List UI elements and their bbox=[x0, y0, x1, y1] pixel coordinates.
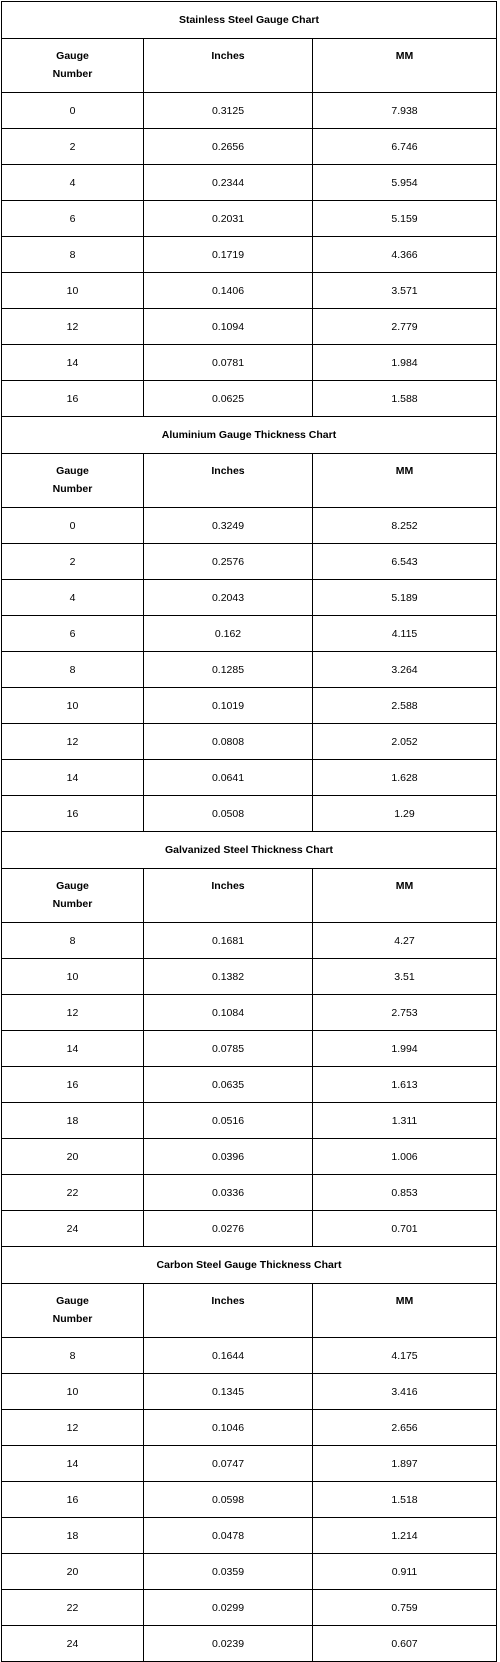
gauge-cell: 16 bbox=[2, 796, 144, 832]
mm-cell: 1.613 bbox=[313, 1067, 497, 1103]
mm-cell: 1.984 bbox=[313, 345, 497, 381]
gauge-cell: 20 bbox=[2, 1554, 144, 1590]
inches-cell: 0.0747 bbox=[144, 1446, 313, 1482]
mm-cell: 2.656 bbox=[313, 1410, 497, 1446]
mm-cell: 6.746 bbox=[313, 129, 497, 165]
inches-cell: 0.1406 bbox=[144, 273, 313, 309]
inches-cell: 0.1681 bbox=[144, 923, 313, 959]
table-row bbox=[2, 1211, 497, 1247]
gauge-cell: 6 bbox=[2, 616, 144, 652]
inches-cell: 0.0359 bbox=[144, 1554, 313, 1590]
gauge-cell: 24 bbox=[2, 1626, 144, 1662]
mm-cell: 1.518 bbox=[313, 1482, 497, 1518]
inches-cell: 0.1084 bbox=[144, 995, 313, 1031]
inches-cell: 0.2344 bbox=[144, 165, 313, 201]
inches-cell: 0.1046 bbox=[144, 1410, 313, 1446]
gauge-cell: 12 bbox=[2, 309, 144, 345]
mm-cell: 1.588 bbox=[313, 381, 497, 417]
gauge-cell: 22 bbox=[2, 1590, 144, 1626]
table-row bbox=[2, 1446, 497, 1482]
aluminium-gauge-table bbox=[1, 416, 497, 832]
mm-header-text: MM bbox=[395, 465, 414, 477]
mm-cell: 0.911 bbox=[313, 1554, 497, 1590]
gauge-cell: 8 bbox=[2, 1338, 144, 1374]
mm-cell: 4.115 bbox=[313, 616, 497, 652]
inches-cell: 0.2576 bbox=[144, 544, 313, 580]
inches-cell: 0.0239 bbox=[144, 1626, 313, 1662]
mm-cell: 5.189 bbox=[313, 580, 497, 616]
inches-cell: 0.0808 bbox=[144, 724, 313, 760]
inches-cell: 0.0299 bbox=[144, 1590, 313, 1626]
gauge-cell: 0 bbox=[2, 93, 144, 129]
table-row bbox=[2, 1518, 497, 1554]
inches-header bbox=[144, 869, 313, 923]
table-row bbox=[2, 1626, 497, 1662]
table-row bbox=[2, 688, 497, 724]
gauge-number-header bbox=[2, 454, 144, 508]
inches-header-text: Inches bbox=[211, 1295, 245, 1307]
gauge-cell: 14 bbox=[2, 760, 144, 796]
gauge-cell: 4 bbox=[2, 165, 144, 201]
mm-cell: 2.052 bbox=[313, 724, 497, 760]
mm-header bbox=[313, 39, 497, 93]
table-row bbox=[2, 580, 497, 616]
inches-cell: 0.0516 bbox=[144, 1103, 313, 1139]
mm-cell: 1.994 bbox=[313, 1031, 497, 1067]
inches-cell: 0.162 bbox=[144, 616, 313, 652]
inches-cell: 0.2031 bbox=[144, 201, 313, 237]
inches-cell: 0.1719 bbox=[144, 237, 313, 273]
gauge-cell: 16 bbox=[2, 381, 144, 417]
table-row bbox=[2, 1139, 497, 1175]
gauge-cell: 4 bbox=[2, 580, 144, 616]
gauge-cell: 10 bbox=[2, 688, 144, 724]
mm-cell: 3.264 bbox=[313, 652, 497, 688]
mm-cell: 5.954 bbox=[313, 165, 497, 201]
table-row bbox=[2, 544, 497, 580]
inches-cell: 0.0276 bbox=[144, 1211, 313, 1247]
mm-header-text: MM bbox=[395, 50, 414, 62]
table-row bbox=[2, 273, 497, 309]
table-row bbox=[2, 508, 497, 544]
table-row bbox=[2, 237, 497, 273]
gauge-cell: 18 bbox=[2, 1103, 144, 1139]
gauge-cell: 18 bbox=[2, 1518, 144, 1554]
gauge-number-header-text: Gauge Number bbox=[52, 880, 93, 910]
table-row bbox=[2, 1590, 497, 1626]
table-row bbox=[2, 616, 497, 652]
inches-cell: 0.3249 bbox=[144, 508, 313, 544]
mm-cell: 0.853 bbox=[313, 1175, 497, 1211]
mm-header-text: MM bbox=[395, 880, 414, 892]
table-row bbox=[2, 995, 497, 1031]
mm-cell: 2.753 bbox=[313, 995, 497, 1031]
table-header-row bbox=[2, 454, 497, 508]
table-row bbox=[2, 129, 497, 165]
inches-cell: 0.0396 bbox=[144, 1139, 313, 1175]
table-row bbox=[2, 93, 497, 129]
table-title: Galvanized Steel Thickness Chart bbox=[2, 832, 497, 869]
inches-cell: 0.1285 bbox=[144, 652, 313, 688]
mm-header bbox=[313, 1284, 497, 1338]
galvanized-steel-gauge-table bbox=[1, 831, 497, 1247]
mm-cell: 1.214 bbox=[313, 1518, 497, 1554]
table-row bbox=[2, 201, 497, 237]
table-row bbox=[2, 796, 497, 832]
gauge-number-header bbox=[2, 39, 144, 93]
gauge-cell: 8 bbox=[2, 237, 144, 273]
table-title: Stainless Steel Gauge Chart bbox=[2, 2, 497, 39]
table-row bbox=[2, 923, 497, 959]
mm-cell: 2.779 bbox=[313, 309, 497, 345]
inches-cell: 0.0336 bbox=[144, 1175, 313, 1211]
mm-cell: 3.416 bbox=[313, 1374, 497, 1410]
table-title-row bbox=[2, 832, 497, 869]
table-header-row bbox=[2, 1284, 497, 1338]
inches-cell: 0.0508 bbox=[144, 796, 313, 832]
table-row bbox=[2, 652, 497, 688]
table-title-row bbox=[2, 1247, 497, 1284]
table-header-row bbox=[2, 39, 497, 93]
table-title: Aluminium Gauge Thickness Chart bbox=[2, 417, 497, 454]
inches-cell: 0.1094 bbox=[144, 309, 313, 345]
inches-cell: 0.3125 bbox=[144, 93, 313, 129]
inches-header bbox=[144, 39, 313, 93]
inches-cell: 0.0781 bbox=[144, 345, 313, 381]
mm-cell: 0.607 bbox=[313, 1626, 497, 1662]
mm-cell: 7.938 bbox=[313, 93, 497, 129]
mm-cell: 6.543 bbox=[313, 544, 497, 580]
gauge-cell: 20 bbox=[2, 1139, 144, 1175]
table-row bbox=[2, 1175, 497, 1211]
table-row bbox=[2, 1410, 497, 1446]
table-row bbox=[2, 959, 497, 995]
mm-cell: 1.006 bbox=[313, 1139, 497, 1175]
carbon-steel-gauge-table bbox=[1, 1246, 497, 1662]
table-title-row bbox=[2, 417, 497, 454]
mm-header-text: MM bbox=[395, 1295, 414, 1307]
gauge-number-header bbox=[2, 1284, 144, 1338]
table-row bbox=[2, 165, 497, 201]
table-row bbox=[2, 345, 497, 381]
table-row bbox=[2, 760, 497, 796]
mm-header bbox=[313, 454, 497, 508]
inches-cell: 0.1644 bbox=[144, 1338, 313, 1374]
gauge-cell: 6 bbox=[2, 201, 144, 237]
gauge-cell: 14 bbox=[2, 1031, 144, 1067]
table-row bbox=[2, 1103, 497, 1139]
gauge-cell: 10 bbox=[2, 273, 144, 309]
mm-cell: 0.759 bbox=[313, 1590, 497, 1626]
gauge-cell: 8 bbox=[2, 923, 144, 959]
table-row bbox=[2, 1374, 497, 1410]
inches-header-text: Inches bbox=[211, 465, 245, 477]
gauge-cell: 2 bbox=[2, 129, 144, 165]
mm-cell: 4.366 bbox=[313, 237, 497, 273]
mm-cell: 1.29 bbox=[313, 796, 497, 832]
table-row bbox=[2, 724, 497, 760]
gauge-cell: 22 bbox=[2, 1175, 144, 1211]
gauge-cell: 0 bbox=[2, 508, 144, 544]
inches-cell: 0.2656 bbox=[144, 129, 313, 165]
mm-cell: 3.571 bbox=[313, 273, 497, 309]
mm-header bbox=[313, 869, 497, 923]
gauge-cell: 24 bbox=[2, 1211, 144, 1247]
gauge-cell: 10 bbox=[2, 959, 144, 995]
inches-cell: 0.2043 bbox=[144, 580, 313, 616]
table-title: Carbon Steel Gauge Thickness Chart bbox=[2, 1247, 497, 1284]
gauge-cell: 12 bbox=[2, 995, 144, 1031]
mm-cell: 8.252 bbox=[313, 508, 497, 544]
inches-cell: 0.0598 bbox=[144, 1482, 313, 1518]
gauge-number-header-text: Gauge Number bbox=[52, 50, 93, 80]
table-row bbox=[2, 309, 497, 345]
mm-cell: 2.588 bbox=[313, 688, 497, 724]
mm-cell: 1.897 bbox=[313, 1446, 497, 1482]
inches-header-text: Inches bbox=[211, 880, 245, 892]
mm-cell: 0.701 bbox=[313, 1211, 497, 1247]
gauge-number-header bbox=[2, 869, 144, 923]
inches-cell: 0.0635 bbox=[144, 1067, 313, 1103]
inches-cell: 0.0478 bbox=[144, 1518, 313, 1554]
inches-cell: 0.0641 bbox=[144, 760, 313, 796]
stainless-steel-gauge-table bbox=[1, 1, 497, 417]
mm-cell: 5.159 bbox=[313, 201, 497, 237]
table-header-row bbox=[2, 869, 497, 923]
table-row bbox=[2, 1031, 497, 1067]
table-row bbox=[2, 1338, 497, 1374]
gauge-number-header-text: Gauge Number bbox=[52, 1295, 93, 1325]
gauge-number-header-text: Gauge Number bbox=[52, 465, 93, 495]
table-row bbox=[2, 1554, 497, 1590]
gauge-cell: 16 bbox=[2, 1482, 144, 1518]
mm-cell: 3.51 bbox=[313, 959, 497, 995]
gauge-cell: 2 bbox=[2, 544, 144, 580]
inches-cell: 0.0785 bbox=[144, 1031, 313, 1067]
gauge-cell: 16 bbox=[2, 1067, 144, 1103]
gauge-cell: 14 bbox=[2, 1446, 144, 1482]
mm-cell: 4.175 bbox=[313, 1338, 497, 1374]
table-row bbox=[2, 381, 497, 417]
inches-header-text: Inches bbox=[211, 50, 245, 62]
inches-header bbox=[144, 1284, 313, 1338]
table-row bbox=[2, 1482, 497, 1518]
table-title-row bbox=[2, 2, 497, 39]
mm-cell: 1.628 bbox=[313, 760, 497, 796]
inches-header bbox=[144, 454, 313, 508]
inches-cell: 0.0625 bbox=[144, 381, 313, 417]
inches-cell: 0.1019 bbox=[144, 688, 313, 724]
mm-cell: 1.311 bbox=[313, 1103, 497, 1139]
gauge-cell: 12 bbox=[2, 724, 144, 760]
gauge-cell: 14 bbox=[2, 345, 144, 381]
table-row bbox=[2, 1067, 497, 1103]
gauge-cell: 10 bbox=[2, 1374, 144, 1410]
inches-cell: 0.1382 bbox=[144, 959, 313, 995]
gauge-cell: 12 bbox=[2, 1410, 144, 1446]
mm-cell: 4.27 bbox=[313, 923, 497, 959]
inches-cell: 0.1345 bbox=[144, 1374, 313, 1410]
gauge-cell: 8 bbox=[2, 652, 144, 688]
